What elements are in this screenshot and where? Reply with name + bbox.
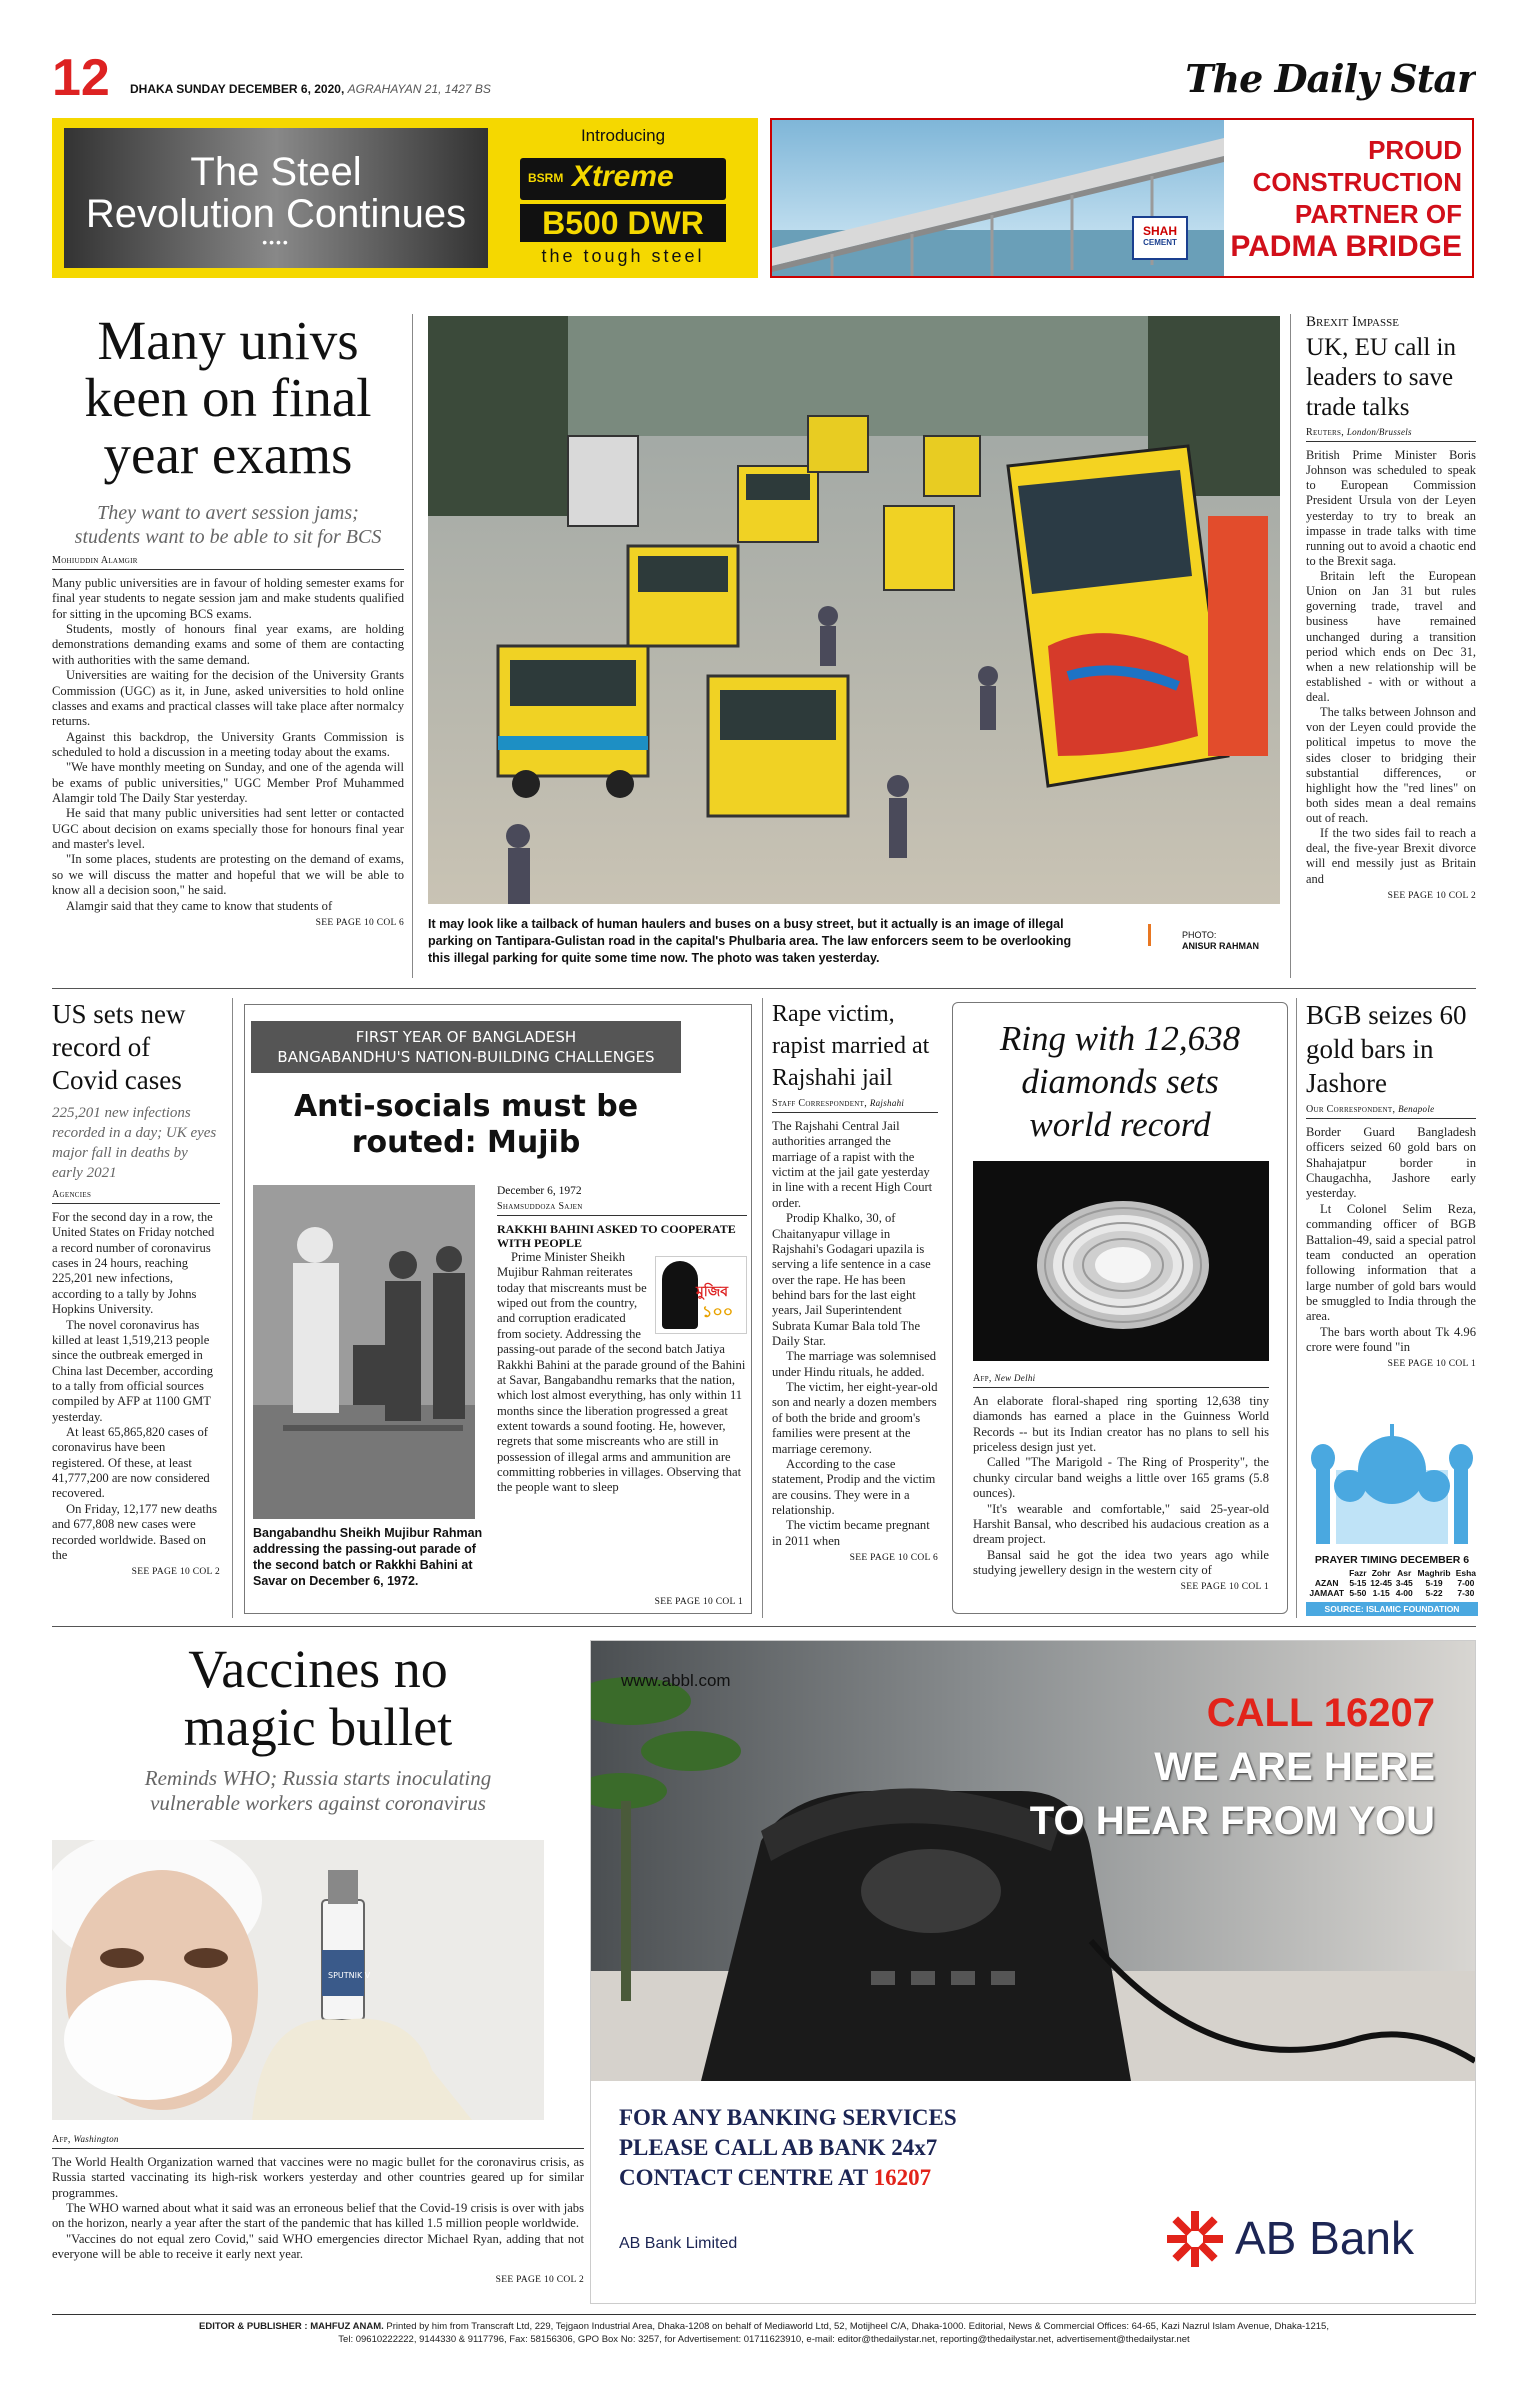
- mujib-parade-illustration: [253, 1185, 475, 1519]
- vaccine-byline: [52, 2134, 584, 2149]
- covid-p2: The novel coronavirus has killed at least 1,519,213 people since the outbreak emerged in China last December, according to a tally from official sources compiled by AFP at 1100 GMT yesterday.: [52, 1317, 214, 1424]
- main-photo: [428, 316, 1280, 904]
- univs-byline: Mohiuddin Alamgir: [52, 555, 404, 570]
- ab-line2: PLEASE CALL AB BANK 24x7: [619, 2135, 938, 2160]
- brexit-p1: British Prime Minister Boris Johnson was scheduled to speak to European Commission President Ursula von der Leyen yesterday to try to break an impasse in trade talks with time running out to avoid a chaotic end to the Brexit saga.: [1306, 448, 1476, 568]
- rape-p4: The victim, her eight-year-old son and nearly a dozen members of both the bride and groom's families were present at the marriage ceremony.: [772, 1380, 938, 1456]
- univs-p2: Students, mostly of honours final year exams, are holding demonstrations demanding exams and some of them are contacting with authorities with the same demand.: [52, 622, 404, 667]
- prayer-cell: 5-15: [1349, 1578, 1367, 1588]
- covid-p1: For the second day in a row, the United States on Friday notched a record number of coronavirus cases in 24 hours, reaching 225,201 new infections, according to a tally by Johns Hopkins University.: [52, 1210, 215, 1317]
- univs-headline[interactable]: [52, 312, 404, 483]
- ab-ad-image: [591, 1641, 1475, 2081]
- vaccine-p2: The WHO warned about what it said was an erroneous belief that the Covid-19 crisis is over with jabs on the horizon, nearly a year after the start of the pandemic that has killed 1.5 million people worldwide.: [52, 2201, 584, 2231]
- brexit-byline: [1306, 427, 1476, 442]
- proud-line2: CONSTRUCTION: [1252, 167, 1462, 197]
- prayer-cell: 5-50: [1349, 1588, 1367, 1598]
- bgb-byline-place: Benapole: [1398, 1104, 1435, 1114]
- univs-jump[interactable]: SEE PAGE 10 COL 6: [315, 917, 404, 928]
- ab-line1: FOR ANY BANKING SERVICES: [619, 2105, 957, 2130]
- bgb-byline: [1306, 1104, 1476, 1119]
- proud-line4: PADMA BRIDGE: [1230, 230, 1462, 263]
- ring-byline: [973, 1373, 1269, 1388]
- xtreme-box: [520, 158, 726, 200]
- brexit-p4: If the two sides fail to reach a deal, the five-year Brexit divorce will end messily just as Britain and: [1306, 826, 1476, 886]
- brexit-byline-place: London/Brussels: [1346, 427, 1412, 437]
- ring-p1: An elaborate floral-shaped ring sporting 12,638 tiny diamonds has earned a place in the Guinness World Records -- but its Indian creator has no plans to sell his priceless design just yet.: [973, 1394, 1269, 1455]
- mujib-feature: [244, 1004, 752, 1614]
- prayer-cell: 1-15: [1372, 1588, 1390, 1598]
- rape-p2: Prodip Khalko, 30, of Chaitanyapur village in Rajshahi's Godagari upazila is serving a life sentence in a case over the rape. He has been behind bars for the last eight years, Jail Superintendent Subrata Kumar Bala told The Daily Star.: [772, 1211, 931, 1349]
- section-rule: [52, 988, 1476, 989]
- brexit-kicker: Brexit Impasse: [1306, 314, 1399, 330]
- footer-line2: Tel: 09610222222, 9144330 & 9117796, Fax: 58156306, GPO Box No: 3257, for Advertisement: 01711623910, e-mail: editor@thedailystar.net, reporting@thedailystar.net, advertisement@thedailystar.net: [338, 2334, 1190, 2345]
- vaccine-deck-line1: Reminds WHO; Russia starts inoculating: [144, 1766, 492, 1790]
- dateline: [130, 82, 491, 96]
- rape-body: [772, 1119, 938, 1549]
- steel-slogan-1: The Steel: [190, 150, 362, 194]
- masthead: [52, 52, 1476, 108]
- ring-story: [952, 1002, 1288, 1614]
- bgb-p2: Lt Colonel Selim Reza, commanding officer of BGB Battalion-49, said a special patrol team conducted an operation following information that a large number of gold bars would be smuggled to India through the area.: [1306, 1201, 1476, 1324]
- shah-logo: [1132, 216, 1188, 260]
- brexit-byline-agency: Reuters,: [1306, 427, 1345, 438]
- mujib-text: [497, 1185, 747, 1605]
- prayer-azan-row: [1306, 1578, 1478, 1588]
- vaccine-vial-label: SPUTNIK V: [328, 1971, 371, 1980]
- prayer-table: [1306, 1568, 1478, 1598]
- mujib-date: December 6, 1972: [497, 1185, 582, 1197]
- rape-p3: The marriage was solemnised under Hindu rituals, he added.: [772, 1349, 937, 1379]
- prayer-header-row: [1306, 1568, 1478, 1578]
- ab-line3-number[interactable]: 16207: [873, 2165, 932, 2190]
- footer-printer: Printed by him from Transcraft Ltd, 229, Tejgaon Industrial Area, Dhaka-1208 on behalf of Mediaworld Ltd, 52, Motijheel C/A, Dhaka-1000. Editorial, News & Commercial Offices: 64-65, Kazi Nazrul Islam Avenue, Dhaka-1215,: [383, 2321, 1329, 2332]
- vaccine-illustration: [52, 1840, 544, 2120]
- mujib-logo-num: ১০০: [702, 1304, 734, 1321]
- ab-brand: AB Bank: [1235, 2212, 1414, 2264]
- mujib-logo-mark: [662, 1261, 698, 1329]
- ab-call: CALL 16207: [1206, 1691, 1435, 1735]
- prayer-row-label: AZAN: [1314, 1578, 1339, 1588]
- prayer-cell: 5-19: [1425, 1578, 1443, 1588]
- column-rule: [412, 314, 413, 978]
- rape-p6: The victim became pregnant in 2011 when: [772, 1518, 930, 1548]
- univs-headline-line1: Many univs: [97, 312, 359, 371]
- brexit-p3: The talks between Johnson and von der Leyen could provide the political impetus to move the sides closer to bridging their substantial differences, or highlight how the "red lines" on both sides mean a deal remains out of reach.: [1306, 705, 1476, 825]
- ab-bank-logo-icon: [1165, 2209, 1225, 2269]
- univs-p6: He said that many public universities had sent letter or contacted UGC about decision on exams specially those for honours final year and master's level.: [52, 806, 404, 852]
- column-rule: [232, 998, 233, 1618]
- prayer-header-cell: Fazr: [1349, 1568, 1367, 1578]
- vaccine-deck-line2: vulnerable workers against coronavirus: [150, 1791, 486, 1815]
- rape-byline-org: Staff Correspondent,: [772, 1098, 868, 1109]
- ring-p2: Called "The Marigold - The Ring of Prosperity", the chunky circular band weighs a little over 165 grams (5.8 ounces).: [973, 1455, 1269, 1501]
- human-hauler: [498, 646, 648, 798]
- bgb-p3: The bars worth about Tk 4.96 crore were found "in: [1306, 1324, 1476, 1355]
- bgb-story: [1306, 998, 1476, 1388]
- photo-credit-label: PHOTO:: [1182, 930, 1217, 940]
- mujib-banner-line2: BANGABANDHU'S NATION-BUILDING CHALLENGES: [277, 1048, 655, 1066]
- page-number: 12: [52, 52, 110, 107]
- prayer-cell: 12-45: [1370, 1578, 1393, 1588]
- mujib-subhead: RAKKHI BAHINI ASKED TO COOPERATE WITH PEOPLE: [497, 1222, 736, 1250]
- proud-line1: PROUD: [1368, 135, 1462, 165]
- mujib-headline-line2: routed: Mujib: [351, 1125, 581, 1160]
- covid-byline: Agencies: [52, 1189, 220, 1204]
- ab-line3-text: CONTACT CENTRE AT: [619, 2165, 874, 2190]
- brexit-body: [1306, 448, 1476, 887]
- covid-deck: 225,201 new infections recorded in a day; UK eyes major fall in deaths by early 2021: [52, 1105, 217, 1181]
- brexit-p2: Britain left the European Union on Jan 31 but rules governing trade, travel and business have remained unchanged during a transition period which ends on Dec 31, when a new relationship will be established - with or without a deal.: [1306, 569, 1476, 704]
- prayer-cell: 7-00: [1457, 1578, 1475, 1588]
- prayer-source: SOURCE: ISLAMIC FOUNDATION: [1306, 1602, 1478, 1616]
- ring-p3: "It's wearable and comfortable," said 25-year-old Harshit Bansal, who described his audacious creation as a dream project.: [973, 1501, 1269, 1547]
- univs-story: [52, 312, 404, 980]
- ab-service-text: [619, 2103, 957, 2193]
- photo-credit-name: ANISUR RAHMAN: [1182, 941, 1259, 951]
- column-rule: [1290, 314, 1291, 978]
- prayer-cell: 5-22: [1425, 1588, 1443, 1598]
- mujib-headline[interactable]: [251, 1089, 681, 1161]
- covid-headline[interactable]: US sets new record of Covid cases: [52, 999, 186, 1095]
- bgb-jump[interactable]: SEE PAGE 10 COL 1: [1387, 1359, 1476, 1370]
- column-rule: [762, 998, 763, 1618]
- mosque-icon: [1306, 1400, 1478, 1548]
- covid-body: [52, 1210, 220, 1563]
- steel-dots: ••••: [262, 234, 290, 250]
- mujib-byline: Shamsuddoza Sajen: [497, 1201, 747, 1216]
- footer-editor: EDITOR & PUBLISHER : MAHFUZ ANAM.: [199, 2321, 384, 2332]
- ring-byline-agency: Afp,: [973, 1373, 992, 1384]
- section-rule: [52, 1626, 1476, 1627]
- prayer-cell: 4-00: [1395, 1588, 1413, 1598]
- univs-headline-line3: year exams: [103, 424, 353, 485]
- mujib-logo: [655, 1256, 747, 1334]
- bgb-p1: Border Guard Bangladesh officers seized 60 gold bars on Shahajatpur border in Chaugachha, Jashore early yesterday.: [1306, 1125, 1476, 1201]
- main-photo-caption: [428, 916, 1290, 972]
- mujib-headline-line1: Anti-socials must be: [293, 1089, 639, 1124]
- vaccine-p1: The World Health Organization warned that vaccines were no magic bullet for the coronavirus crisis, as Russia started vaccinating its high-risk workers yesterday and other countries geared up for similar programmes.: [52, 2155, 584, 2200]
- vaccine-headline-line1: Vaccines no: [188, 1640, 448, 1699]
- footer-rule: [52, 2314, 1476, 2315]
- vaccine-story: [52, 1640, 584, 2306]
- prayer-timing-box: [1306, 1400, 1478, 1636]
- xtreme-label: Xtreme: [572, 160, 674, 193]
- mujib-banner-line1: FIRST YEAR OF BANGLADESH: [355, 1028, 577, 1046]
- prayer-row-label: JAMAAT: [1309, 1588, 1345, 1598]
- ring-headline[interactable]: [953, 1017, 1287, 1146]
- ring-p4: Bansal said he got the idea two years ago while studying jewellery design in the western city of: [973, 1547, 1269, 1577]
- ab-limited: AB Bank Limited: [619, 2235, 738, 2252]
- prayer-jamaat-row: [1306, 1588, 1478, 1598]
- univs-deck: [52, 501, 404, 549]
- covid-p4: On Friday, 12,177 new deaths and 677,808 new cases were recorded worldwide. Based on the: [52, 1501, 217, 1562]
- univs-deck-line2: students want to be able to sit for BCS: [74, 526, 382, 548]
- mujib-logo-text: মুজিব: [696, 1283, 729, 1299]
- prayer-header-cell: Esha: [1455, 1568, 1477, 1578]
- vaccine-text: [52, 2134, 584, 2285]
- bsrm-ad[interactable]: [52, 118, 758, 278]
- mujib-banner: [251, 1021, 681, 1073]
- steel-panel: [64, 128, 488, 268]
- covid-p3: At least 65,865,820 cases of coronavirus have been registered. Of these, at least 41,777,200 are now considered recovered.: [52, 1425, 210, 1501]
- univs-p4: Against this backdrop, the University Grants Commission is scheduled to hold a discussion in a meeting today about the exams.: [52, 729, 404, 759]
- ring-headline-line2: diamonds sets: [1021, 1062, 1219, 1101]
- vaccine-body: [52, 2155, 584, 2263]
- traffic-photo-illustration: [428, 316, 1280, 904]
- paper-logo: The Daily Star: [1185, 56, 1476, 101]
- brexit-jump[interactable]: SEE PAGE 10 COL 2: [1387, 890, 1476, 901]
- ring-text: [973, 1373, 1269, 1592]
- main-caption-text: It may look like a tailback of human haulers and buses on a busy street, but it actually is an image of illegal parking on Tantipara-Gulistan road in the capital's Phulbaria area. The law enforcers seem to be overlooking this illegal parking for quite some time now. The photo was taken yesterday.: [428, 917, 1072, 965]
- vaccine-p3: "Vaccines do not equal zero Covid," said WHO emergencies director Michael Ryan, adding that not everyone will be able to receive it early next year.: [52, 2231, 584, 2262]
- vaccine-jump[interactable]: SEE PAGE 10 COL 2: [495, 2274, 584, 2285]
- univs-body: [52, 576, 404, 914]
- vaccine-photo: [52, 1840, 544, 2120]
- rape-p5: According to the case statement, Prodip and the victim are cousins. They were in a relationship.: [772, 1456, 936, 1517]
- brexit-headline[interactable]: UK, EU call in leaders to save trade talks: [1306, 334, 1456, 421]
- vaccine-byline-agency: Afp,: [52, 2134, 71, 2145]
- ab-url[interactable]: www.abbl.com: [621, 1671, 731, 1690]
- rape-byline: [772, 1098, 938, 1113]
- ab-hear: TO HEAR FROM YOU: [1029, 1799, 1435, 1843]
- ab-line3: [619, 2163, 957, 2193]
- ring-body: [973, 1394, 1269, 1578]
- shah-logo-line2: CEMENT: [1143, 238, 1177, 247]
- ring-headline-line3: world record: [1029, 1105, 1211, 1144]
- ab-here: WE ARE HERE: [1154, 1745, 1435, 1789]
- footer-imprint: [52, 2320, 1476, 2360]
- rape-story: [772, 998, 938, 1620]
- bgb-headline[interactable]: BGB seizes 60 gold bars in Jashore: [1306, 1000, 1467, 1098]
- dateline-date: DHAKA SUNDAY DECEMBER 6, 2020,: [130, 82, 345, 96]
- ring-byline-place: New Delhi: [994, 1373, 1036, 1383]
- mujib-jump[interactable]: SEE PAGE 10 COL 1: [654, 1597, 743, 1607]
- prayer-cell: 7-30: [1457, 1588, 1475, 1598]
- mujib-photo-caption: Bangabandhu Sheikh Mujibur Rahman addressing the passing-out parade of the second batch or Rakkhi Bahini at Savar on December 6, 1972.: [253, 1526, 483, 1588]
- ring-photo: [973, 1161, 1269, 1361]
- brexit-story: [1306, 314, 1476, 980]
- prayer-header-cell: Asr: [1397, 1568, 1412, 1578]
- bsrm-label: BSRM: [528, 171, 564, 185]
- prayer-cell: 3-45: [1395, 1578, 1413, 1588]
- column-rule: [1296, 998, 1297, 1618]
- ring-jump[interactable]: SEE PAGE 10 COL 1: [1180, 1582, 1269, 1593]
- introducing-label: Introducing: [580, 126, 666, 145]
- steel-slogan-2: Revolution Continues: [85, 192, 467, 236]
- prayer-header-cell: Maghrib: [1417, 1568, 1451, 1578]
- univs-p7: "In some places, students are protesting on the demand of exams, so we will discuss the matter and hopeful that we will be able to know all a decision soon," he said.: [52, 852, 404, 898]
- proud-partner-text: [1224, 134, 1472, 264]
- covid-jump[interactable]: SEE PAGE 10 COL 2: [131, 1567, 220, 1578]
- mujib-photo: [253, 1185, 475, 1519]
- univs-p8: Alamgir said that they came to know that students of: [66, 898, 333, 913]
- ring-headline-line1: Ring with 12,638: [999, 1019, 1241, 1058]
- mujib-p1: Prime Minister Sheikh Mujibur Rahman reiterates today that miscreants must be wiped out from the country, and corruption eradicated from society. Addressing the passing-out parade of the second batch Jatiya Rakkhi Bahini at the parade ground of the Bahini at Savar, Bangabandhu remarks that the nation, which lost almost everything, has only within 11 months since the liberation progressed a great extent towards a sound footing. He, however, regrets that some miscreants who are still in possession of illegal arms and ammunition are committing robberies in villages. Observing that the people want to sleep: [497, 1250, 746, 1495]
- steel-tagline: the tough steel: [541, 246, 705, 266]
- vaccine-headline-line2: magic bullet: [183, 1697, 453, 1757]
- univs-deck-line1: They want to avert session jams;: [97, 502, 359, 524]
- rape-jump[interactable]: SEE PAGE 10 COL 6: [849, 1553, 938, 1564]
- caption-divider: [1148, 924, 1151, 946]
- rape-byline-place: Rajshahi: [869, 1098, 905, 1108]
- proud-line3: PARTNER OF: [1294, 199, 1462, 229]
- prayer-header-cell: Zohr: [1371, 1568, 1391, 1578]
- univs-p1: Many public universities are in favour of holding semester exams for final year students to negate session jam and make students qualified for sitting in the upcoming BCS exams.: [52, 576, 404, 621]
- bgb-byline-org: Our Correspondent,: [1306, 1104, 1396, 1115]
- univs-headline-line2: keen on final: [84, 367, 372, 428]
- dateline-bangla: AGRAHAYAN 21, 1427 BS: [347, 82, 491, 96]
- diamond-ring-illustration: [973, 1161, 1269, 1361]
- rape-p1: The Rajshahi Central Jail authorities arranged the marriage of a rapist with the victim at the jail gate yesterday in line with a recent High Court order.: [772, 1119, 933, 1210]
- product-name: B500 DWR: [520, 204, 726, 242]
- photo-credit: [1182, 930, 1259, 952]
- footer-line1: [52, 2320, 1476, 2333]
- vaccine-deck: [52, 1766, 584, 1816]
- univs-p3: Universities are waiting for the decision of the University Grants Commission (UGC) as it, in June, asked universities to hold online classes and exams and practical classes will take place after normalcy returns.: [52, 668, 404, 729]
- rape-headline[interactable]: Rape victim, rapist married at Rajshahi jail: [772, 1001, 930, 1091]
- mujib-body: [497, 1250, 747, 1496]
- shah-cement-ad[interactable]: [770, 118, 1474, 278]
- ab-bank-ad[interactable]: [590, 1640, 1476, 2304]
- vaccine-headline[interactable]: [52, 1640, 584, 1756]
- shah-logo-line1: SHAH: [1142, 224, 1177, 238]
- univs-p5: "We have monthly meeting on Sunday, and one of the agenda will be exams of public universities," UGC Member Prof Muhammed Alamgir told The Daily Star yesterday.: [52, 760, 404, 806]
- covid-story: [52, 998, 220, 1620]
- vaccine-byline-place: Washington: [73, 2134, 119, 2144]
- bgb-body: [1306, 1125, 1476, 1355]
- prayer-title: PRAYER TIMING DECEMBER 6: [1314, 1554, 1470, 1566]
